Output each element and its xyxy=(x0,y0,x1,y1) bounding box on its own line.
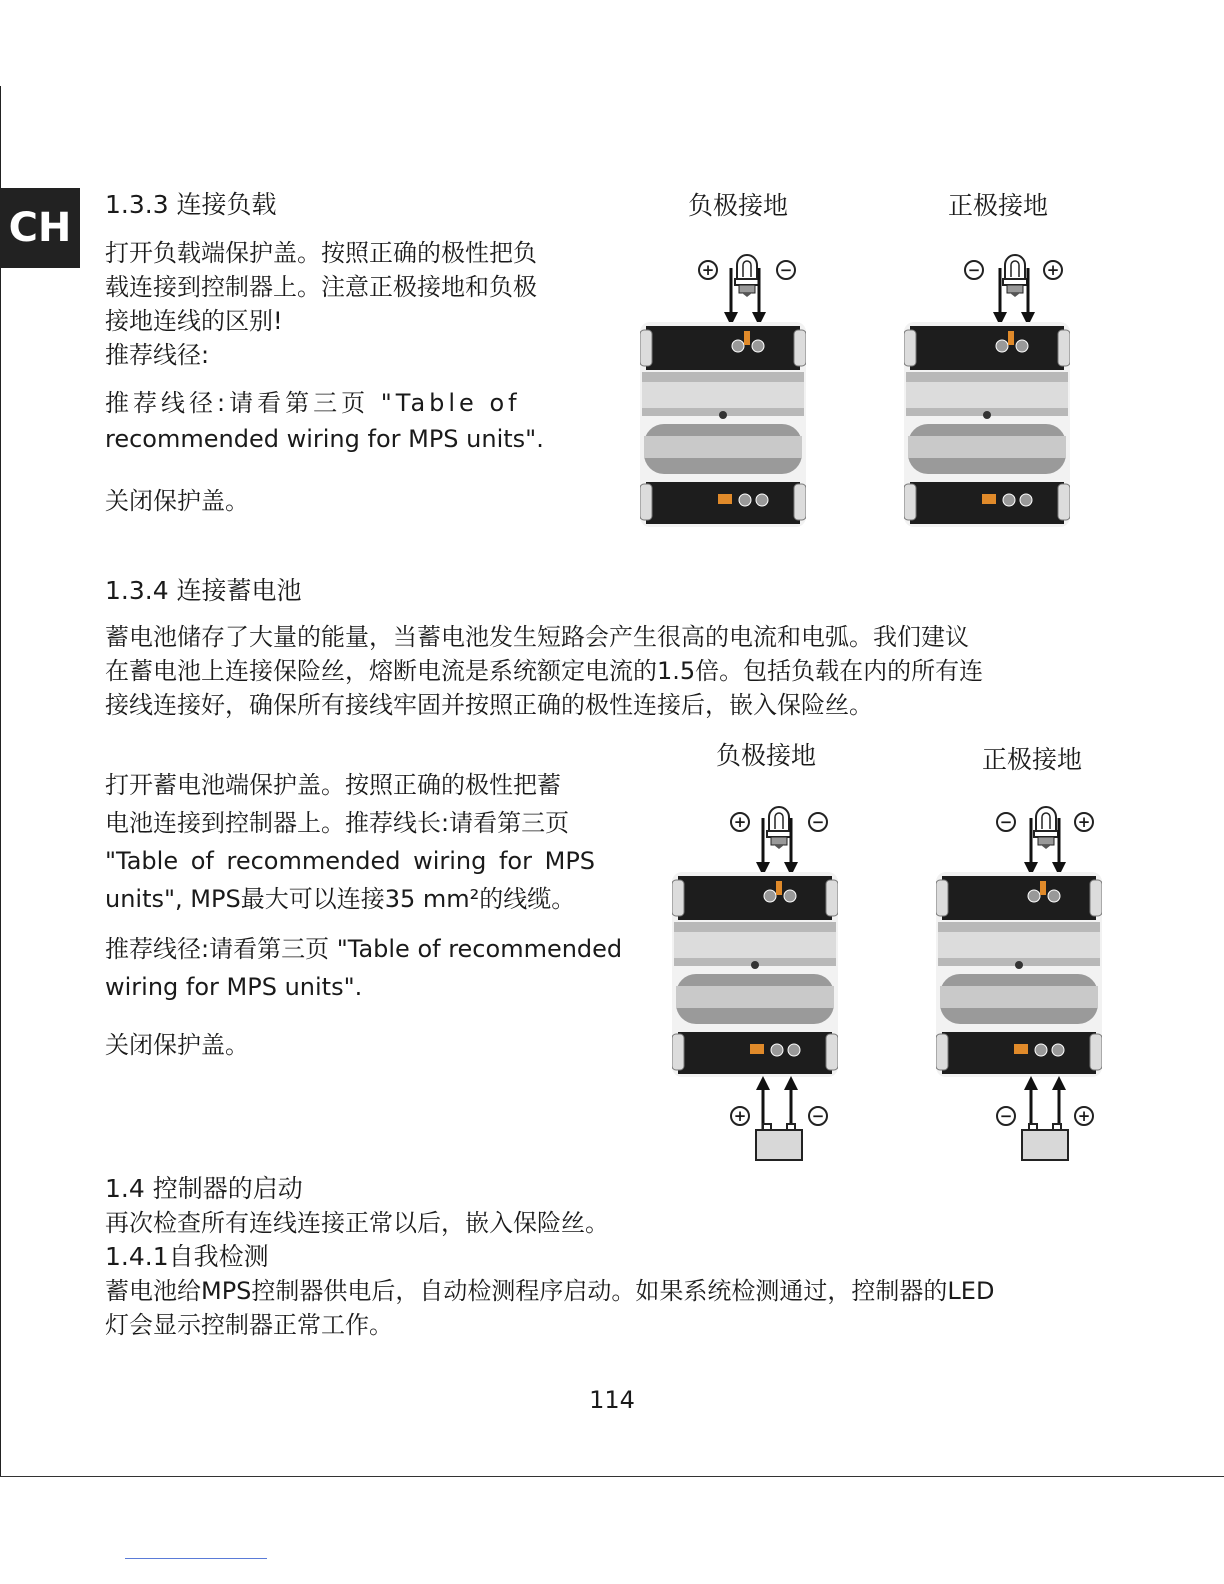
section-heading-1-4-1: 1.4.1自我检测 xyxy=(105,1242,269,1271)
text-line: units", MPS最大可以连接35 mm²的线缆。 xyxy=(105,885,576,913)
text-line: 在蓄电池上连接保险丝，熔断电流是系统额定电流的1.5倍。包括负载在内的所有连 xyxy=(105,657,984,685)
down-arrows-icon xyxy=(716,268,776,328)
text-line: 接地连线的区别! xyxy=(105,307,283,335)
minus-sign-icon: − xyxy=(776,260,796,280)
figure-caption-positive-ground: 正极接地 xyxy=(981,745,1082,774)
minus-sign-icon: − xyxy=(964,260,984,280)
minus-sign-icon: − xyxy=(996,1106,1016,1126)
text-line: 推荐线径:请看第三页 "Table of recommended xyxy=(105,935,623,963)
figure-caption-positive-ground: 正极接地 xyxy=(947,191,1048,220)
minus-sign-icon: − xyxy=(808,1106,828,1126)
mps-controller-image xyxy=(936,872,1102,1077)
section-heading-1-4: 1.4 控制器的启动 xyxy=(105,1174,303,1203)
minus-sign-icon: − xyxy=(996,812,1016,832)
text-line: wiring for MPS units". xyxy=(105,973,363,1001)
plus-sign-icon: + xyxy=(730,812,750,832)
figure-caption-negative-ground: 负极接地 xyxy=(687,191,788,220)
mps-controller-image xyxy=(672,872,838,1077)
text-line: 电池连接到控制器上。推荐线长:请看第三页 xyxy=(105,809,570,837)
section-heading-1-3-4: 1.3.4 连接蓄电池 xyxy=(105,576,302,605)
text-line: recommended wiring for MPS units". xyxy=(105,425,544,453)
plus-sign-icon: + xyxy=(1074,812,1094,832)
page-frame-left xyxy=(0,86,1,1476)
text-line: 关闭保护盖。 xyxy=(105,487,249,515)
down-arrows-icon xyxy=(985,268,1045,328)
page-number: 114 xyxy=(589,1386,635,1414)
plus-sign-icon: + xyxy=(698,260,718,280)
text-line: 打开负载端保护盖。按照正确的极性把负 xyxy=(105,239,537,267)
down-arrows-icon xyxy=(1016,818,1076,878)
text-line: 接线连接好，确保所有接线牢固并按照正确的极性连接后，嵌入保险丝。 xyxy=(105,691,873,719)
text-line: 推荐线径: xyxy=(105,341,210,369)
plus-sign-icon: + xyxy=(730,1106,750,1126)
mps-controller-image xyxy=(640,322,806,527)
plus-sign-icon: + xyxy=(1043,260,1063,280)
text-line: 蓄电池储存了大量的能量，当蓄电池发生短路会产生很高的电流和电弧。我们建议 xyxy=(105,623,969,651)
figure-caption-negative-ground: 负极接地 xyxy=(715,741,816,770)
text-line: 再次检查所有连线连接正常以后，嵌入保险丝。 xyxy=(105,1209,609,1237)
text-line: 载连接到控制器上。注意正极接地和负极 xyxy=(105,273,537,301)
plus-sign-icon: + xyxy=(1074,1106,1094,1126)
footer-rule xyxy=(125,1558,267,1559)
down-arrows-icon xyxy=(748,818,808,878)
text-line: 推荐线径:请看第三页 "Table of xyxy=(105,389,521,417)
battery-icon xyxy=(1020,1122,1070,1162)
text-line: "Table of recommended wiring for MPS xyxy=(105,847,596,875)
text-line: 打开蓄电池端保护盖。按照正确的极性把蓄 xyxy=(105,771,561,799)
battery-icon xyxy=(754,1122,804,1162)
text-line: 关闭保护盖。 xyxy=(105,1031,249,1059)
minus-sign-icon: − xyxy=(808,812,828,832)
mps-controller-image xyxy=(904,322,1070,527)
text-line: 灯会显示控制器正常工作。 xyxy=(105,1311,393,1339)
section-heading-1-3-3: 1.3.3 连接负载 xyxy=(105,190,277,219)
language-tab: CH xyxy=(0,188,80,268)
page-frame-bottom xyxy=(0,1476,1224,1477)
text-line: 蓄电池给MPS控制器供电后，自动检测程序启动。如果系统检测通过，控制器的LED xyxy=(105,1277,995,1305)
